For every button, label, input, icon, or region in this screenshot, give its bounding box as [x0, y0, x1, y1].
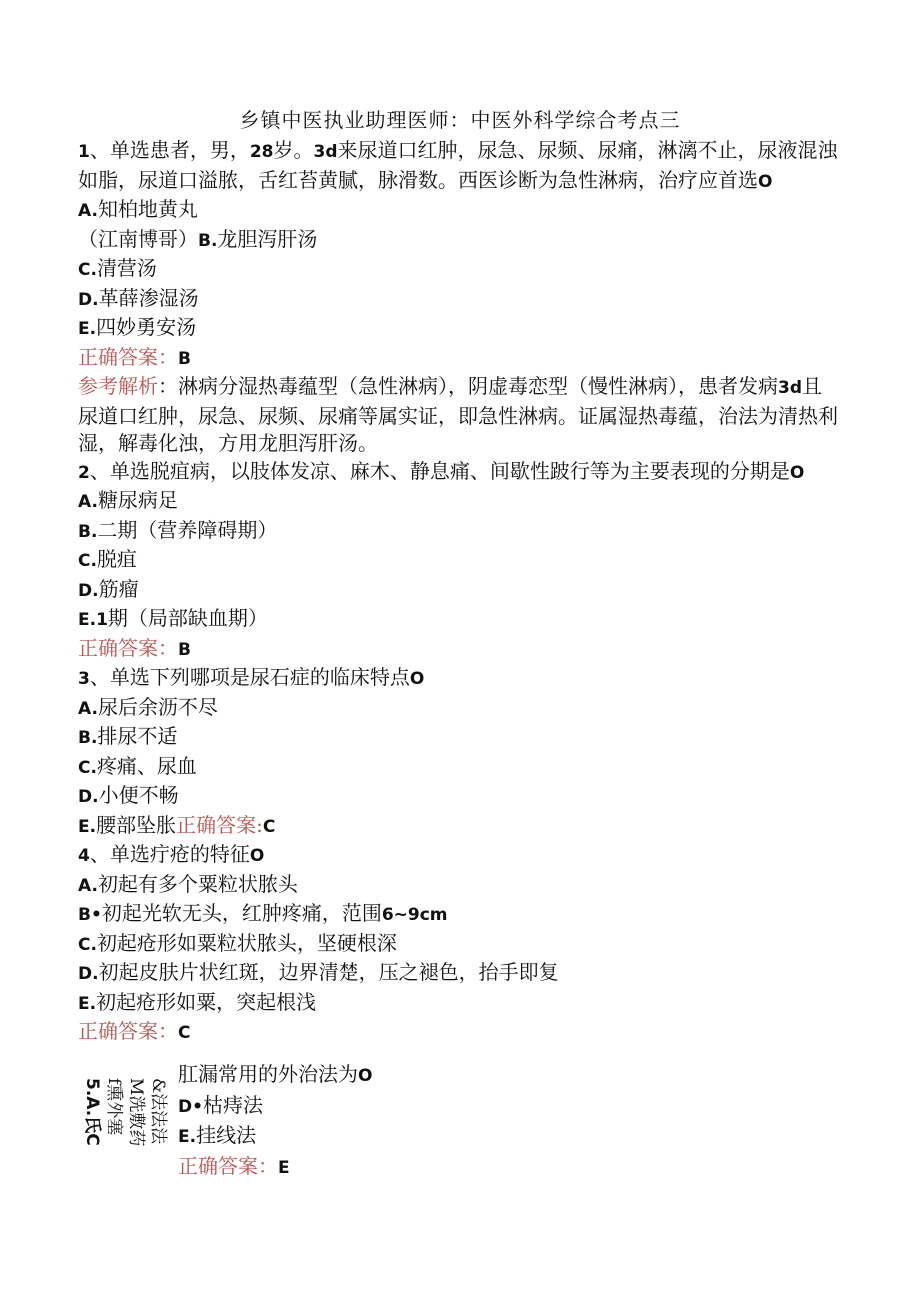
- question-3-option-d: D.小便不畅: [78, 783, 179, 807]
- question-5-option-d: D•枯痔法: [178, 1092, 263, 1117]
- question-1-stem: 1、单选患者，男，28岁。3d来尿道口红肿，尿急、尿频、尿痛，淋漓不止，尿液混浊如脂，尿道口溢脓，舌红苔黄腻，脉滑数。西医诊断为急性淋病，治疗应首选O: [78, 138, 838, 192]
- page-title: 乡镇中医执业助理医师：中医外科学综合考点三: [239, 108, 681, 132]
- question-1-option-c: C.清营汤: [78, 256, 157, 280]
- question-5-option-e: E.挂线法: [178, 1123, 257, 1147]
- question-2-option-b: B.二期（营养障碍期）: [78, 517, 278, 542]
- q5-col-1: 5.A.氏C: [82, 1078, 102, 1146]
- question-2-option-c: C.脱疽: [78, 547, 137, 571]
- question-2-option-d: D.筋瘤: [78, 576, 139, 601]
- question-5-right-column: [178, 1060, 372, 1182]
- q5-col-4: &法法法: [148, 1078, 168, 1145]
- question-1-option-a: A.知柏地黄丸: [78, 197, 198, 221]
- question-4-option-a: A.初起有多个粟粒状脓头: [78, 871, 298, 896]
- question-4-stem: 4、单选疔疮的特征O: [78, 842, 265, 866]
- question-1-option-e: E.四妙勇安汤: [78, 315, 197, 339]
- question-list: [78, 137, 838, 1048]
- question-3-option-c: C.疼痛、尿血: [78, 753, 197, 778]
- question-1-analysis: 参考解析：淋病分湿热毒蕴型（急性淋病），阴虚毒恋型（慢性淋病），患者发病3d且尿道口红肿，尿急、尿频、尿痛等属实证，即急性淋病。证属湿热毒蕴，治法为清热利湿，解毒化浊，方用龙胆泻肝汤。: [78, 374, 838, 455]
- question-3-option-a: A.尿后余沥不尽: [78, 694, 218, 719]
- question-2-option-e: E.1期（局部缺血期）: [78, 606, 268, 630]
- question-4-option-e: E.初起疮形如粟，突起根浅: [78, 989, 317, 1014]
- question-1-answer: 正确答案：B: [78, 344, 191, 369]
- q5-col-3: M洗敷药: [126, 1078, 146, 1147]
- question-2-option-a: A.糖尿病足: [78, 488, 178, 512]
- question-1-option-d: D.革薛渗湿汤: [78, 285, 199, 310]
- q5-col-2: f熏外塞: [104, 1078, 124, 1136]
- question-4-option-b: B•初起光软无头，红肿疼痛，范围6~9cm: [78, 901, 448, 925]
- question-5-rotated-options: [78, 1078, 174, 1164]
- question-4-answer: 正确答案：C: [78, 1019, 191, 1043]
- question-5: [78, 1060, 478, 1178]
- question-2-stem: 2、单选脱疽病，以肢体发凉、麻木、静息痛、间歇性跛行等为主要表现的分期是O: [78, 458, 805, 483]
- question-4-option-c: C.初起疮形如粟粒状脓头，坚硬根深: [78, 930, 397, 955]
- question-4-option-d: D.初起皮肤片状红斑，边界清楚，压之褪色，抬手即复: [78, 960, 559, 984]
- question-3-option-e-and-answer: E.腰部坠胀正确答案:C: [78, 812, 276, 837]
- question-5-answer: 正确答案：E: [178, 1153, 290, 1178]
- question-2-answer: 正确答案：B: [78, 635, 191, 660]
- question-3-stem: 3、单选下列哪项是尿石症的临床特点O: [78, 665, 425, 689]
- question-5-stem: 肛漏常用的外治法为O: [178, 1062, 373, 1086]
- question-1-option-b: （江南博哥）B.龙胆泻肝汤: [78, 226, 318, 251]
- question-3-option-b: B.排尿不适: [78, 724, 178, 748]
